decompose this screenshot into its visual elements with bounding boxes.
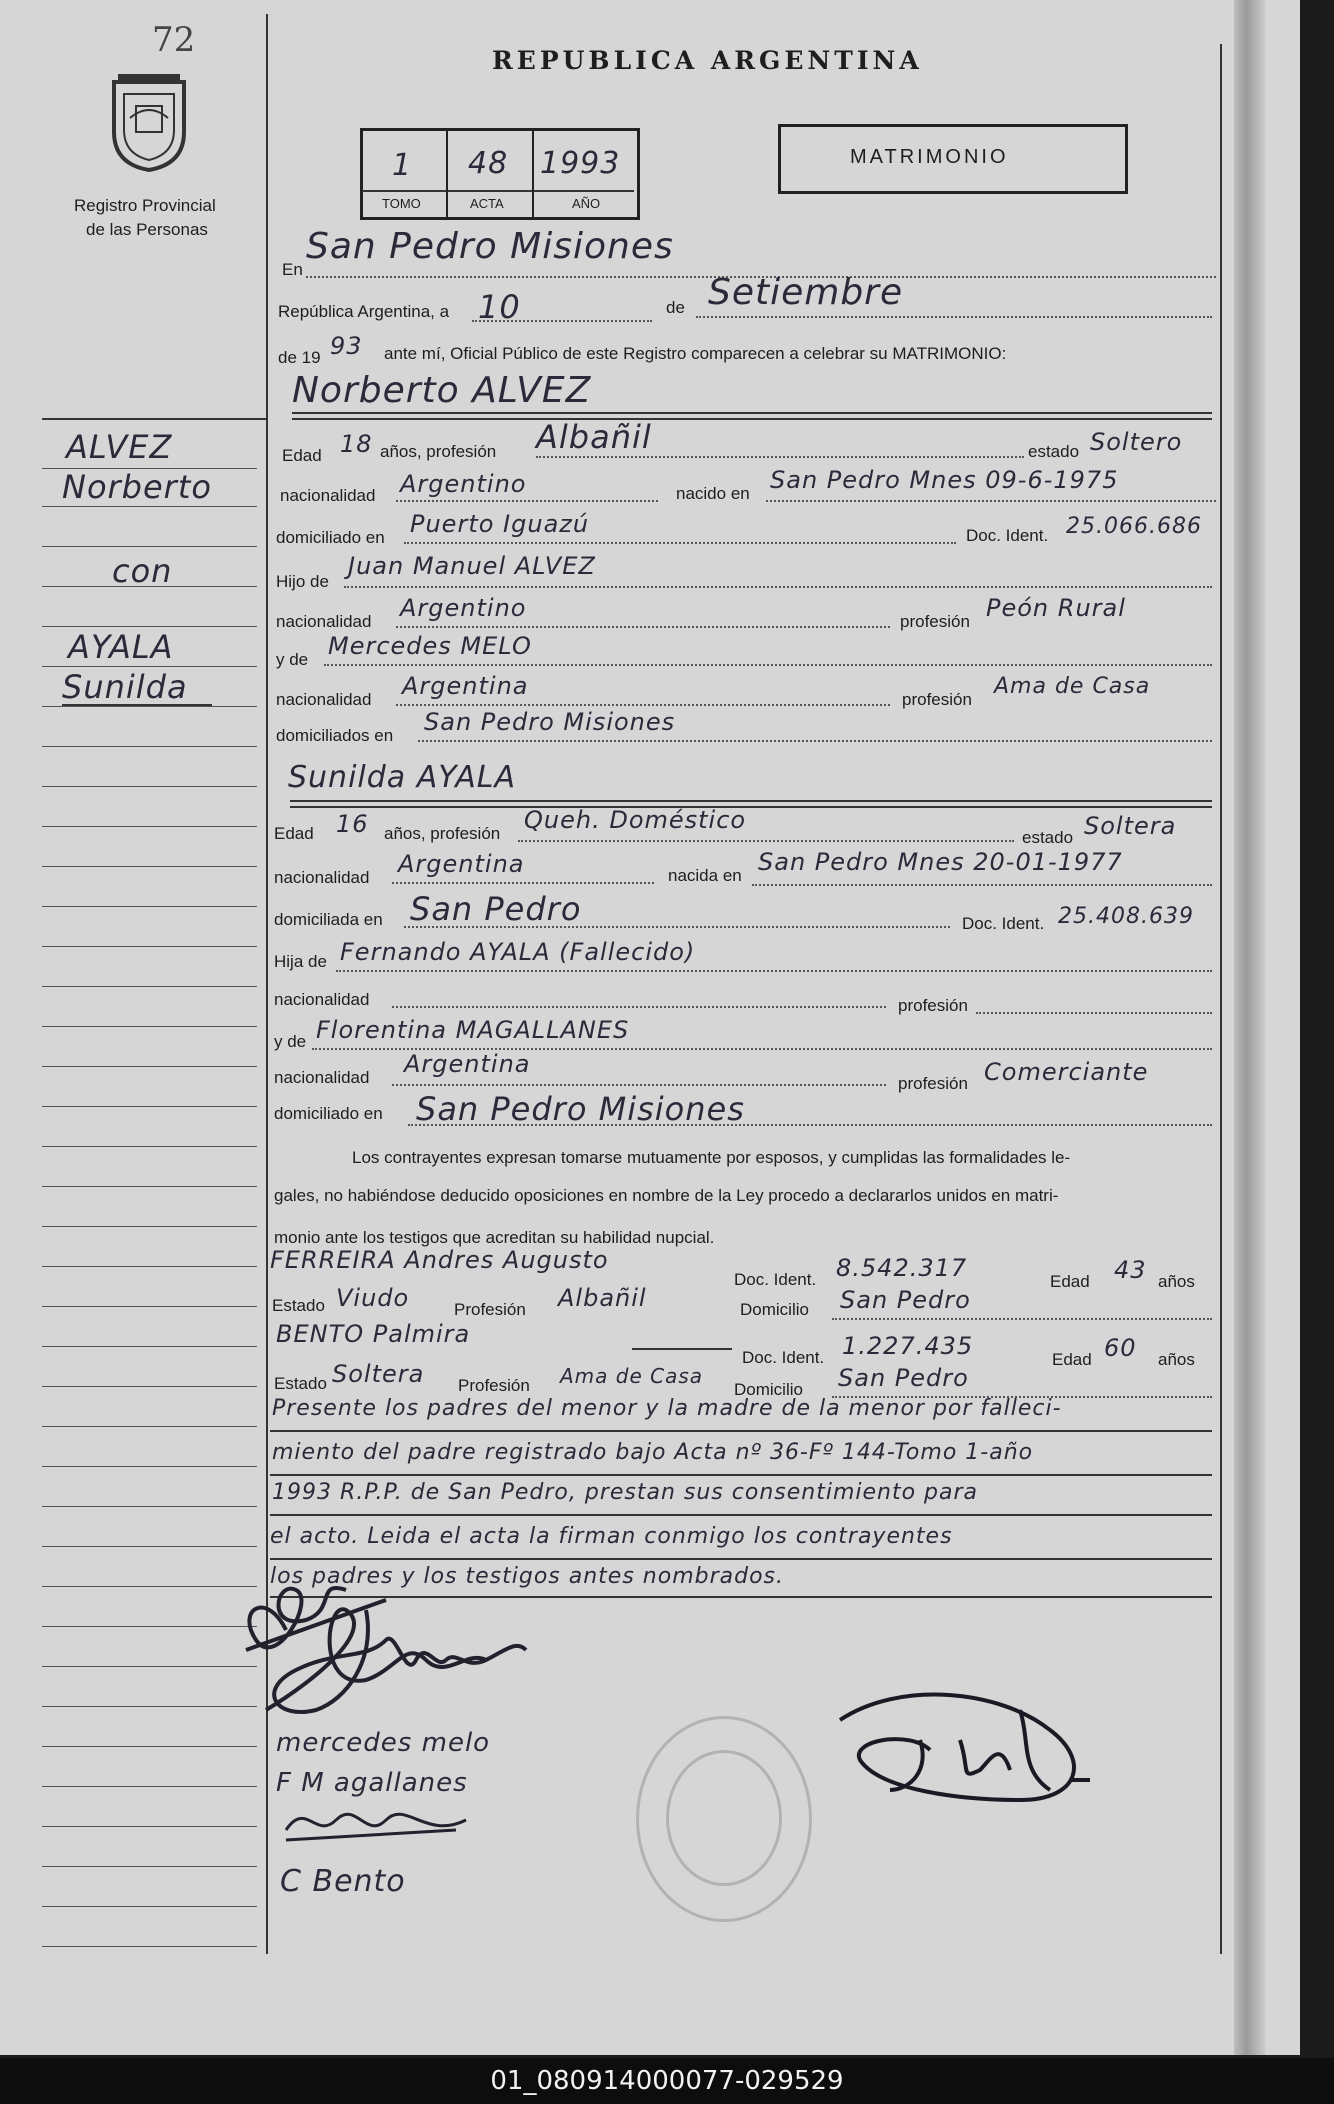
record-box-cell-divider <box>532 128 534 217</box>
bride-edad-label: Edad <box>274 824 314 843</box>
groom-estado-label: estado <box>1028 442 1080 461</box>
groom-doc: 25.066.686 <box>1066 514 1202 539</box>
groom-father-profesion-label: profesión <box>900 612 970 631</box>
margin-rule <box>42 1226 257 1227</box>
groom-profession-underline <box>536 456 1024 458</box>
witness2-name-underline <box>632 1348 732 1350</box>
bride-nationality-underline <box>392 882 654 884</box>
bride-profession-underline <box>518 840 1014 842</box>
groom-domiciliado-label: domiciliado en <box>276 528 385 547</box>
anio-label: AÑO <box>572 196 601 211</box>
witness1-doc: 8.542.317 <box>836 1254 968 1282</box>
binding-edge <box>1234 0 1266 2055</box>
margin-rule <box>42 1866 257 1867</box>
groom-domiciliados-label: domiciliados en <box>276 726 394 745</box>
groom-mother: Mercedes MELO <box>328 632 532 660</box>
registry-line1: Registro Provincial <box>74 196 216 215</box>
margin-rule <box>42 826 257 827</box>
bride-mother-profession: Comerciante <box>984 1058 1149 1086</box>
margin-name-groom: Norberto <box>62 468 212 506</box>
witness1-profession: Albañil <box>558 1284 647 1312</box>
witness2-edad-label: Edad <box>1052 1350 1092 1369</box>
notes-rule <box>270 1430 1212 1432</box>
place-value: San Pedro Misiones <box>306 226 674 267</box>
country-title: REPUBLICA ARGENTINA <box>492 46 923 75</box>
margin-rule <box>42 1386 257 1387</box>
groom-hijo-label: Hijo de <box>276 572 329 591</box>
notes-line5: los padres y los testigos antes nombrados. <box>270 1564 785 1589</box>
witness1-domicile: San Pedro <box>840 1286 971 1314</box>
record-box-divider <box>362 190 634 192</box>
signature-groom <box>236 1600 536 1720</box>
bride-father-nacionalidad-label: nacionalidad <box>274 990 370 1009</box>
bride-mother-nationality: Argentina <box>404 1050 531 1078</box>
margin-rule <box>42 506 257 507</box>
margin-rule <box>42 1106 257 1107</box>
witness2-doc: 1.227.435 <box>842 1332 974 1360</box>
groom-nationality: Argentino <box>400 470 527 498</box>
bride-father-profesion-label: profesión <box>898 996 968 1015</box>
witness2-status: Soltera <box>332 1360 425 1388</box>
intro-text: ante mí, Oficial Público de este Registro comparecen a celebrar su MATRIMONIO: <box>384 344 1007 363</box>
tomo-label: TOMO <box>382 196 421 211</box>
margin-rule <box>42 626 257 627</box>
bride-domicile: San Pedro <box>410 890 582 928</box>
margin-rule <box>42 986 257 987</box>
signature-officer <box>820 1680 1120 1820</box>
witness1-estado-label: Estado <box>272 1296 325 1315</box>
bride-domiciliada-label: domiciliada en <box>274 910 383 929</box>
margin-rule <box>42 866 257 867</box>
groom-born-underline <box>766 500 1216 502</box>
provincial-seal-logo <box>106 72 192 172</box>
margin-rule <box>42 666 257 667</box>
margin-rule <box>42 1746 257 1747</box>
groom-nacido-label: nacido en <box>676 484 750 503</box>
bride-anos-profesion-label: años, profesión <box>384 824 501 843</box>
witness2-profession: Ama de Casa <box>560 1364 704 1388</box>
right-border <box>1220 44 1222 1954</box>
tomo-value: 1 <box>392 148 413 183</box>
year-suffix: 93 <box>330 332 363 360</box>
en-label: En <box>282 260 303 279</box>
acta-value: 48 <box>468 146 509 181</box>
bride-mother-nacionalidad-label: nacionalidad <box>274 1068 370 1087</box>
bride-father-underline <box>336 970 1212 972</box>
bride-profession: Queh. Doméstico <box>524 806 747 834</box>
margin-rule <box>42 1026 257 1027</box>
notes-rule <box>270 1558 1212 1560</box>
margin-rule <box>42 1666 257 1667</box>
republica-label: República Argentina, a <box>278 302 450 321</box>
groom-name-underline <box>292 412 1212 414</box>
groom-profession: Albañil <box>536 418 652 456</box>
groom-status: Soltero <box>1090 428 1183 456</box>
witness2-domicilio-label: Domicilio <box>734 1380 803 1399</box>
page-number: 72 <box>152 20 196 60</box>
groom-domicile: Puerto Iguazú <box>410 510 590 538</box>
signature-magallanes: F M agallanes <box>276 1768 468 1798</box>
groom-doc-label: Doc. Ident. <box>966 526 1049 545</box>
margin-rule <box>42 946 257 947</box>
record-box-cell-divider <box>446 128 448 217</box>
witness2-age: 60 <box>1104 1334 1137 1362</box>
bride-y-de-label: y de <box>274 1032 307 1051</box>
margin-rule <box>42 1626 257 1627</box>
bride-father-nationality-underline <box>392 1006 886 1008</box>
witness2-anos-label: años <box>1158 1350 1195 1369</box>
bride-parents-domicile-underline <box>408 1124 1212 1126</box>
day-value: 10 <box>478 288 521 326</box>
declaration-line1: Los contrayentes expresan tomarse mutuamente por esposos, y cumplidas las formalidades le- <box>352 1148 1071 1167</box>
witness2-name: BENTO Palmira <box>276 1320 471 1348</box>
groom-father-nationality-underline <box>396 626 890 628</box>
bride-name-underline <box>290 806 1212 808</box>
groom-nacionalidad-label: nacionalidad <box>280 486 376 505</box>
declaration-line3: monio ante los testigos que acreditan su habilidad nupcial. <box>274 1228 715 1247</box>
bride-domiciliado-label: domiciliado en <box>274 1104 383 1123</box>
bride-name: Sunilda AYALA <box>288 760 516 795</box>
groom-born: San Pedro Mnes 09-6-1975 <box>770 466 1119 494</box>
margin-rule <box>42 1146 257 1147</box>
witness1-doc-label: Doc. Ident. <box>734 1270 817 1289</box>
groom-mother-nationality: Argentina <box>402 672 529 700</box>
margin-rule <box>42 1306 257 1307</box>
witness1-domicilio-label: Domicilio <box>740 1300 809 1319</box>
margin-name-bride: Sunilda <box>62 668 188 706</box>
margin-rule <box>42 546 257 547</box>
bride-domicile-underline <box>404 926 950 928</box>
notes-line3: 1993 R.P.P. de San Pedro, prestan sus consentimiento para <box>272 1480 979 1505</box>
bride-mother-nationality-underline <box>392 1084 886 1086</box>
margin-rule <box>42 1546 257 1547</box>
groom-age: 18 <box>340 430 373 458</box>
groom-mother-nationality-underline <box>396 704 890 706</box>
witness1-status: Viudo <box>336 1284 410 1312</box>
signature-witness1 <box>276 1800 476 1850</box>
margin-rule <box>42 1066 257 1067</box>
witness1-domicile-underline <box>832 1318 1212 1320</box>
witness1-edad-label: Edad <box>1050 1272 1090 1291</box>
margin-underline <box>62 704 212 706</box>
groom-mother-nacionalidad-label: nacionalidad <box>276 690 372 709</box>
bride-nacida-label: nacida en <box>668 866 742 885</box>
year-prefix: de 19 <box>278 348 321 367</box>
bride-born-underline <box>752 884 1212 886</box>
bride-doc-label: Doc. Ident. <box>962 914 1045 933</box>
bride-name-underline <box>290 800 1212 802</box>
signature-bento: C Bento <box>280 1864 406 1899</box>
month-value: Setiembre <box>708 272 904 313</box>
witness2-estado-label: Estado <box>274 1374 327 1393</box>
groom-name-underline <box>292 418 1212 420</box>
bride-parents-domicile: San Pedro Misiones <box>416 1090 745 1128</box>
de-label: de <box>666 298 685 317</box>
groom-parents-domicile-underline <box>418 740 1212 742</box>
margin-rule <box>42 1706 257 1707</box>
bride-born: San Pedro Mnes 20-01-1977 <box>758 848 1123 876</box>
footer-code: 01_080914000077-029529 <box>0 2058 1334 2104</box>
groom-father-profession: Peón Rural <box>986 594 1126 622</box>
groom-mother-profesion-label: profesión <box>902 690 972 709</box>
bride-estado-label: estado <box>1022 828 1074 847</box>
bride-father-profession-underline <box>976 1012 1212 1014</box>
notes-line1: Presente los padres del menor y la madre de la menor por falleci- <box>272 1396 1062 1421</box>
margin-rule <box>42 1786 257 1787</box>
witness2-doc-label: Doc. Ident. <box>742 1348 825 1367</box>
bride-age: 16 <box>336 810 369 838</box>
registry-line2: de las Personas <box>86 220 208 239</box>
month-underline <box>696 316 1212 318</box>
margin-surname-bride: AYALA <box>68 628 174 666</box>
margin-rule <box>42 1586 257 1587</box>
margin-rule <box>42 1946 257 1947</box>
notes-rule <box>270 1474 1212 1476</box>
bride-nationality: Argentina <box>398 850 525 878</box>
witness2-profesion-label: Profesión <box>458 1376 530 1395</box>
margin-rule <box>42 906 257 907</box>
groom-name: Norberto ALVEZ <box>292 370 592 411</box>
groom-edad-label: Edad <box>282 446 322 465</box>
groom-mother-underline <box>324 664 1212 666</box>
notes-line4: el acto. Leida el acta la firman conmigo los contrayentes <box>270 1524 953 1549</box>
margin-rule <box>42 1506 257 1507</box>
groom-parents-domicile: San Pedro Misiones <box>424 708 676 736</box>
record-type: MATRIMONIO <box>850 146 1009 168</box>
margin-rule <box>42 746 257 747</box>
margin-rule <box>42 786 257 787</box>
notes-rule <box>270 1514 1212 1516</box>
margin-rule <box>42 1906 257 1907</box>
margin-rule <box>42 1826 257 1827</box>
anio-value: 1993 <box>540 146 621 181</box>
margin-top-rule <box>42 418 268 420</box>
witness1-age: 43 <box>1114 1256 1147 1284</box>
margin-rule <box>42 706 257 707</box>
bride-mother-profesion-label: profesión <box>898 1074 968 1093</box>
witness2-domicile: San Pedro <box>838 1364 969 1392</box>
bride-mother: Florentina MAGALLANES <box>316 1016 630 1044</box>
margin-rule <box>42 1426 257 1427</box>
groom-father-nacionalidad-label: nacionalidad <box>276 612 372 631</box>
bride-hija-label: Hija de <box>274 952 327 971</box>
acta-label: ACTA <box>470 196 504 211</box>
official-stamp-inner <box>666 1750 782 1886</box>
margin-surname-groom: ALVEZ <box>66 428 173 466</box>
groom-anos-profesion-label: años, profesión <box>380 442 497 461</box>
groom-father-underline <box>344 586 1212 588</box>
groom-y-de-label: y de <box>276 650 309 669</box>
bride-father: Fernando AYALA (Fallecido) <box>340 938 696 966</box>
margin-rule <box>42 1266 257 1267</box>
declaration-line2: gales, no habiéndose deducido oposiciones en nombre de la Ley procedo a declararlos unidos en matri- <box>274 1186 1059 1205</box>
bride-doc: 25.408.639 <box>1058 904 1194 929</box>
bride-nacionalidad-label: nacionalidad <box>274 868 370 887</box>
groom-nationality-underline <box>396 500 658 502</box>
margin-rule <box>42 1466 257 1467</box>
signature-mercedes-melo: mercedes melo <box>276 1728 491 1758</box>
witness1-profesion-label: Profesión <box>454 1300 526 1319</box>
witness1-name: FERREIRA Andres Augusto <box>270 1246 609 1274</box>
groom-father-nationality: Argentino <box>400 594 527 622</box>
groom-mother-profession: Ama de Casa <box>994 674 1151 699</box>
notes-line2: miento del padre registrado bajo Acta nº 36-Fº 144-Tomo 1-año <box>272 1440 1034 1465</box>
groom-father: Juan Manuel ALVEZ <box>348 552 596 580</box>
margin-rule <box>42 1346 257 1347</box>
margin-connector: con <box>112 552 173 590</box>
witness1-anos-label: años <box>1158 1272 1195 1291</box>
day-underline <box>472 320 652 322</box>
groom-domicile-underline <box>404 542 956 544</box>
margin-rule <box>42 1186 257 1187</box>
bride-status: Soltera <box>1084 812 1177 840</box>
